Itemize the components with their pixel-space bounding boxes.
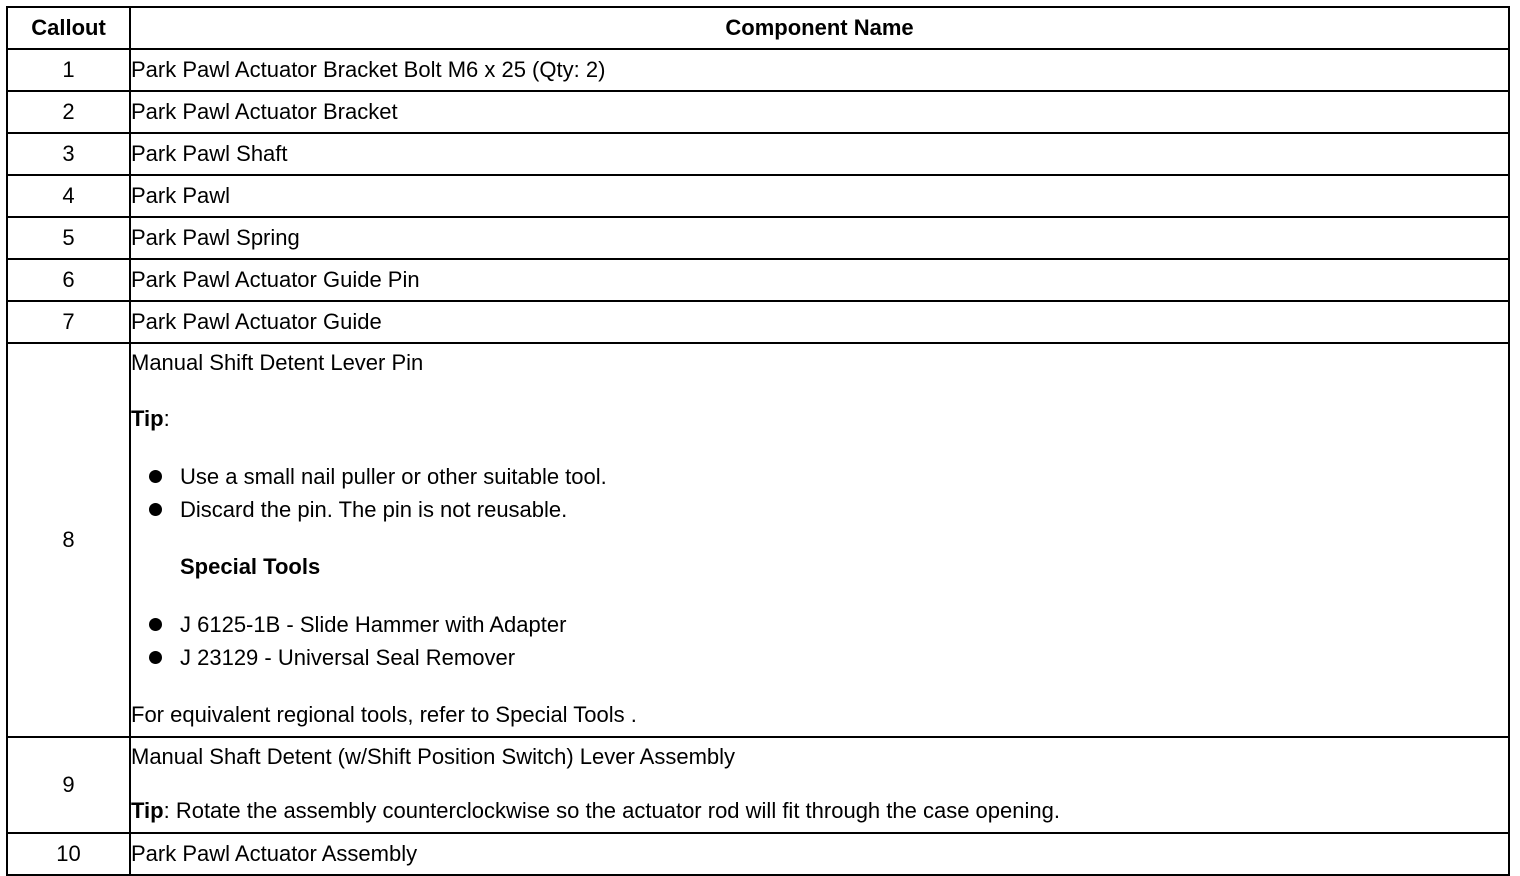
table-row — [7, 301, 1509, 343]
list-item-text: Use a small nail puller or other suitable tool. — [180, 464, 607, 489]
component-name: Park Pawl Actuator Bracket Bolt M6 x 25 (Qty: 2) — [130, 49, 1509, 91]
callout-column-header: Callout — [7, 7, 130, 49]
component-detail-cell — [130, 343, 1509, 737]
list-item — [149, 641, 1508, 674]
list-item — [149, 493, 1508, 526]
callout-number: 10 — [7, 833, 130, 875]
component-name: Park Pawl Actuator Guide Pin — [130, 259, 1509, 301]
bullet-icon — [149, 470, 162, 483]
component-name: Park Pawl Shaft — [130, 133, 1509, 175]
callout-number: 8 — [7, 343, 130, 737]
component-name: Park Pawl Actuator Guide — [130, 301, 1509, 343]
component-name: Park Pawl Actuator Bracket — [130, 91, 1509, 133]
regional-tools-note: For equivalent regional tools, refer to Special Tools . — [131, 702, 637, 727]
bullet-icon — [149, 651, 162, 664]
list-item-text: J 23129 - Universal Seal Remover — [180, 645, 516, 670]
list-item-text: Discard the pin. The pin is not reusable. — [180, 497, 568, 522]
table-row — [7, 217, 1509, 259]
table-row — [7, 259, 1509, 301]
components-table — [6, 6, 1510, 876]
tip-text: : Rotate the assembly counterclockwise so the actuator rod will fit through the case opening. — [163, 798, 1060, 823]
component-detail-cell — [130, 737, 1509, 833]
tip-line — [131, 798, 1508, 824]
table-header-row — [7, 7, 1509, 49]
bullet-icon — [149, 503, 162, 516]
list-item — [149, 608, 1508, 641]
callout-number: 1 — [7, 49, 130, 91]
callout-number: 7 — [7, 301, 130, 343]
callout-number: 4 — [7, 175, 130, 217]
special-tools-list — [131, 608, 1508, 674]
callout-number: 3 — [7, 133, 130, 175]
tip-line — [131, 406, 1508, 432]
table-row — [7, 175, 1509, 217]
component-name-column-header: Component Name — [130, 7, 1509, 49]
component-name: Park Pawl Spring — [130, 217, 1509, 259]
bullet-icon — [149, 618, 162, 631]
component-name: Manual Shift Detent Lever Pin — [131, 350, 424, 375]
tip-label: Tip — [131, 406, 164, 431]
special-tools-heading: Special Tools — [180, 554, 321, 579]
callout-number: 9 — [7, 737, 130, 833]
tip-colon: : — [163, 406, 170, 431]
table-row-detailed — [7, 343, 1509, 737]
table-row-detailed — [7, 737, 1509, 833]
component-name: Park Pawl Actuator Assembly — [130, 833, 1509, 875]
callout-number: 5 — [7, 217, 130, 259]
table-row — [7, 91, 1509, 133]
tip-list — [131, 460, 1508, 526]
table-row — [7, 133, 1509, 175]
list-item — [149, 460, 1508, 493]
list-item-text: J 6125-1B - Slide Hammer with Adapter — [180, 612, 567, 637]
callout-number: 6 — [7, 259, 130, 301]
tip-label: Tip — [131, 798, 164, 823]
component-name: Manual Shaft Detent (w/Shift Position Switch) Lever Assembly — [131, 744, 736, 769]
component-name: Park Pawl — [130, 175, 1509, 217]
table-row — [7, 49, 1509, 91]
table-row — [7, 833, 1509, 875]
callout-number: 2 — [7, 91, 130, 133]
